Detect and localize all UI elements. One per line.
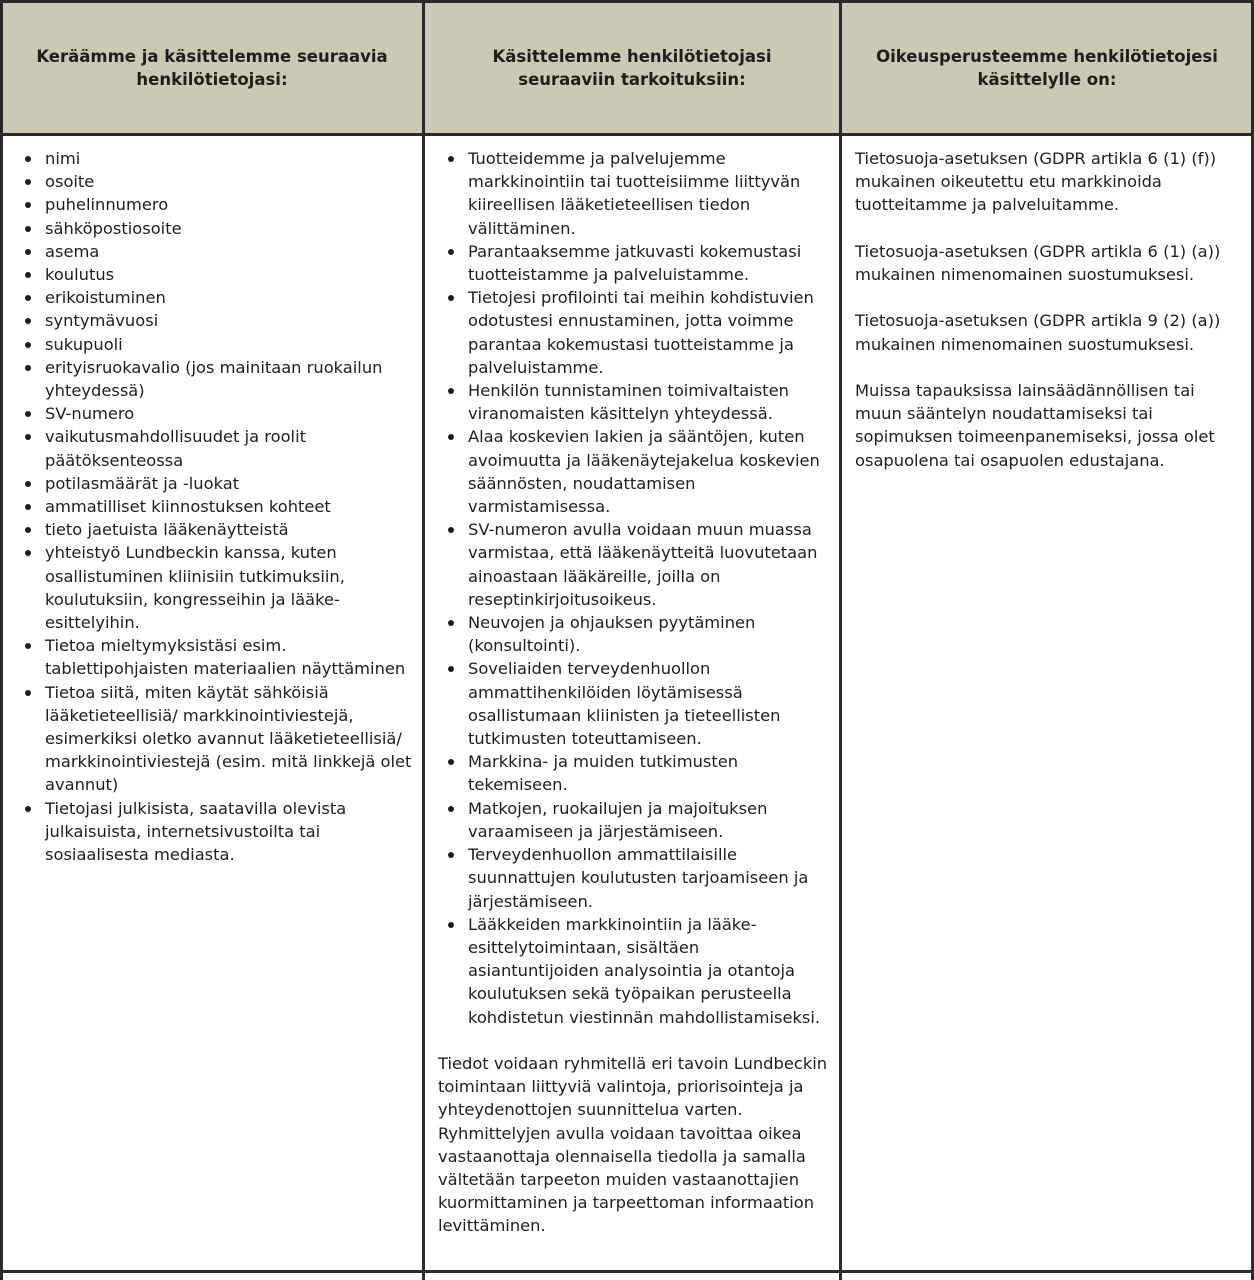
list-item: Neuvojen ja ohjauksen pyytäminen (konsultointi). [446, 611, 832, 657]
header-text: Käsittelemme henkilötietojasi seuraaviin tarkoituksiin: [492, 47, 772, 89]
legal-basis-paragraph: Tietosuoja-asetuksen (GDPR artikla 9 (2) (a)) mukainen nimenomainen suostumuksesi. [855, 311, 1221, 354]
header-text: Oikeusperusteemme henkilötietojesi käsittelylle on: [876, 47, 1218, 89]
legal-basis-paragraph: Muissa tapauksissa lainsäädännöllisen tai muun sääntelyn noudattamiseksi tai sopimuksen toimeenpanemiseksi, jossa olet osapuolena tai osapuolen edustajana. [855, 380, 1215, 470]
legal-basis-paragraph: Tietosuoja-asetuksen (GDPR artikla 6 (1) (a)) mukainen nimenomainen suostumuksesi. [855, 241, 1221, 284]
list-item: Henkilön tunnistaminen toimivaltaisten viranomaisten käsittelyn yhteydessä. [446, 379, 832, 425]
list-item: SV-numero [23, 402, 415, 425]
list-item: syntymävuosi [23, 309, 415, 332]
list-item: potilasmäärät ja -luokat [23, 472, 415, 495]
list-item: Tietojasi julkisista, saatavilla olevista julkaisuista, internetsivustoilta tai sosiaalisesta mediasta. [23, 797, 415, 867]
column-divider [422, 0, 425, 1280]
purposes-list [446, 147, 832, 1029]
list-item: osoite [23, 170, 415, 193]
list-item: yhteistyö Lundbeckin kanssa, kuten osallistuminen kliinisiin tutkimuksiin, koulutuksiin, kongresseihin ja lääke-esittelyihin. [23, 541, 415, 634]
table-border-left [0, 0, 3, 1280]
row-divider [0, 1270, 1254, 1273]
list-item: nimi [23, 147, 415, 170]
list-item: Alaa koskevien lakien ja sääntöjen, kuten avoimuutta ja lääkenäytejakelua koskevien säännösten, noudattamisen varmistamisessa. [446, 425, 832, 518]
list-item: Markkina- ja muiden tutkimusten tekemiseen. [446, 750, 832, 796]
list-item: SV-numeron avulla voidaan muun muassa varmistaa, että lääkenäytteitä luovutetaan ainoastaan lääkäreille, joilla on reseptinkirjoitusoikeus. [446, 518, 832, 611]
list-item: sähköpostiosoite [23, 217, 415, 240]
collected-data-column [23, 147, 415, 866]
list-item: sukupuoli [23, 333, 415, 356]
column-divider [839, 0, 842, 1280]
grouping-note: Tiedot voidaan ryhmitellä eri tavoin Lundbeckin toimintaan liittyviä valintoja, priorisointeja ja yhteydenottojen suunnittelua varten. Ryhmittelyjen avulla voidaan tavoittaa oikea vastaanottaja olennaisella tiedolla ja samalla vältetään tarpeeton muiden vastaanottajien kuormittaminen ja tarpeettoman informaation levittäminen. [438, 1053, 828, 1236]
list-item: Soveliaiden terveydenhuollon ammattihenkilöiden löytämisessä osallistumaan kliinisten ja tieteellisten tutkimusten toteuttamiseen. [446, 657, 832, 750]
collected-data-list [23, 147, 415, 866]
list-item: koulutus [23, 263, 415, 286]
header-text: Keräämme ja käsittelemme seuraavia henkilötietojasi: [36, 47, 388, 89]
list-item: puhelinnumero [23, 193, 415, 216]
table-header-row [0, 0, 1254, 136]
header-legal-basis [840, 3, 1254, 133]
list-item: asema [23, 240, 415, 263]
list-item: Tietojesi profilointi tai meihin kohdistuvien odotustesi ennustaminen, jotta voimme parantaa kokemustasi tuotteistamme ja palveluistamme. [446, 286, 832, 379]
legal-basis-column [855, 147, 1235, 495]
list-item: erityisruokavalio (jos mainitaan ruokailun yhteydessä) [23, 356, 415, 402]
purposes-column [438, 147, 832, 1254]
list-item: tieto jaetuista lääkenäytteistä [23, 518, 415, 541]
header-collected-data [0, 3, 424, 133]
list-item: ammatilliset kiinnostuksen kohteet [23, 495, 415, 518]
list-item: Tietoa siitä, miten käytät sähköisiä lääketieteellisiä/ markkinointiviestejä, esimerkiksi oletko avannut lääketieteellisiä/ markkinointiviestejä (esim. mitä linkkejä olet avannut) [23, 681, 415, 797]
list-item: Terveydenhuollon ammattilaisille suunnattujen koulutusten tarjoamiseen ja järjestämiseen. [446, 843, 832, 913]
list-item: Tietoa mieltymyksistäsi esim. tablettipohjaisten materiaalien näyttäminen [23, 634, 415, 680]
list-item: Parantaaksemme jatkuvasti kokemustasi tuotteistamme ja palveluistamme. [446, 240, 832, 286]
legal-basis-paragraph: Tietosuoja-asetuksen (GDPR artikla 6 (1) (f)) mukainen oikeutettu etu markkinoida tuotteitamme ja palveluitamme. [855, 149, 1217, 215]
list-item: Matkojen, ruokailujen ja majoituksen varaamiseen ja järjestämiseen. [446, 797, 832, 843]
header-purposes [424, 3, 840, 133]
list-item: vaikutusmahdollisuudet ja roolit päätöksenteossa [23, 425, 415, 471]
list-item: erikoistuminen [23, 286, 415, 309]
list-item: Tuotteidemme ja palvelujemme markkinointiin tai tuotteisiimme liittyvän kiireellisen lääketieteellisen tiedon välittäminen. [446, 147, 832, 240]
list-item: Lääkkeiden markkinointiin ja lääke-esittelytoimintaan, sisältäen asiantuntijoiden analysointia ja otantoja koulutuksen sekä työpaikan perusteella kohdistetun viestinnän mahdollistamiseksi. [446, 913, 832, 1029]
